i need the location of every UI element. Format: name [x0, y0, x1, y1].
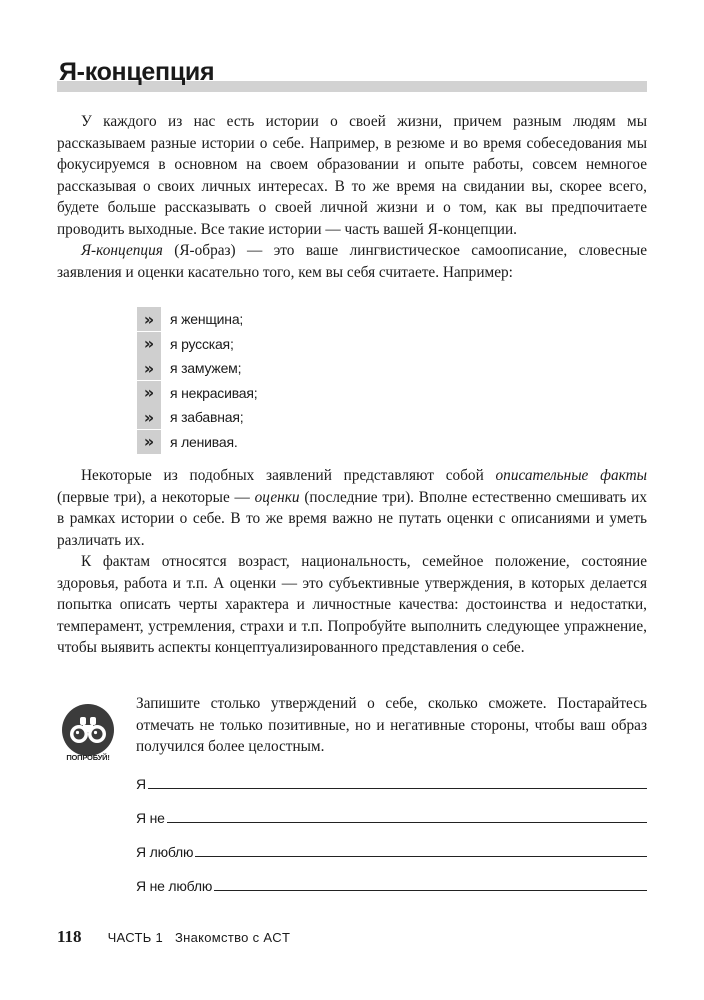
bullet-item — [137, 356, 437, 380]
bullet-text: я русская; — [170, 335, 234, 352]
double-chevron-icon: » — [137, 430, 161, 454]
fill-in-prompt: Я люблю — [136, 844, 194, 860]
paragraph-2-rest: (Я-образ) — это ваше лингвистическое самоописание, словесные заявления и оценки касательно того, кем вы себя считаете. Например: — [57, 242, 647, 281]
bullet-text: я женщина; — [170, 311, 244, 327]
double-chevron-icon: » — [137, 356, 161, 380]
term-self-concept: Я-концепция — [81, 242, 163, 259]
exercise-instructions: Запишите столько утверждений о себе, сколько сможете. Постарайтесь отмечать не только позитивные, но и негативные стороны, чтобы ваш образ получился более целостным. — [136, 695, 647, 755]
term-descriptive-facts: описательные факты — [495, 467, 647, 484]
fill-in-rule — [167, 822, 647, 823]
bullet-list — [137, 307, 437, 454]
fill-in-prompt: Я — [136, 776, 146, 792]
body-text-top — [57, 111, 647, 283]
fill-in-prompt: Я не люблю — [136, 878, 213, 894]
double-chevron-icon: » — [137, 405, 161, 429]
double-chevron-icon: » — [137, 307, 161, 331]
paragraph-1: У каждого из нас есть истории о своей жизни, причем разным людям мы рассказываем разные истории о себе. Например, в резюме и во время собеседования мы фокусируемся в основном на своем образовании и опыте работы, совсем немногое рассказывая о своих личных интересах. В то же время на свидании вы, скорее всего, будете больше рассказывать о своей личной жизни и о том, как вы предпочитаете проводить выходные. Все такие истории — часть вашей Я-концепции. — [57, 113, 647, 238]
fill-in-line[interactable] — [136, 804, 647, 826]
footer-part-label: ЧАСТЬ 1 — [107, 930, 163, 945]
double-chevron-icon: » — [137, 381, 161, 405]
bullet-item — [137, 405, 437, 429]
double-chevron-icon: » — [137, 332, 161, 356]
bullet-item — [137, 307, 437, 331]
fill-in-prompt: Я не — [136, 810, 165, 826]
bullet-item — [137, 332, 437, 356]
try-it-label: ПОПРОБУЙ! — [66, 753, 110, 762]
paragraph-3-part-c: (последние три). Вполне естественно смешивать их в рамках истории о себе. В то же время важно не путать оценки с описаниями и уметь различать их. — [57, 488, 648, 549]
body-text-bottom — [57, 465, 647, 659]
bullet-item — [137, 430, 437, 454]
page-footer — [57, 927, 290, 947]
bullet-text: я некрасивая; — [170, 384, 258, 401]
bullet-text: я забавная; — [170, 409, 244, 425]
fill-in-rule — [195, 856, 647, 857]
section-heading — [57, 56, 647, 94]
fill-in-rule — [148, 788, 647, 789]
fill-in-line[interactable] — [136, 872, 647, 894]
bullet-text: я замужем; — [170, 360, 242, 376]
paragraph-3 — [57, 465, 647, 551]
section-title: Я-концепция — [59, 58, 215, 86]
bullet-item — [137, 381, 437, 405]
fill-in-rule — [214, 890, 647, 891]
paragraph-2 — [57, 240, 647, 283]
paragraph-3-part-a: Некоторые из подобных заявлений представляют собой — [81, 467, 496, 484]
fill-in-line[interactable] — [136, 838, 647, 860]
term-evaluations: оценки — [254, 488, 300, 506]
fill-in-line[interactable] — [136, 770, 647, 792]
paragraph-4: К фактам относятся возраст, национальность, семейное положение, состояние здоровья, работа и т.п. А оценки — это субъективные утверждения, в которых делается попытка описать черты характера и личностные качества: достоинства и недостатки, темперамент, устремления, страхи и т.п. Попробуйте выполнить следующее упражнение, чтобы выявить аспекты концептуализированного представления о себе. — [57, 553, 647, 656]
footer-chapter-title: Знакомство с ACT — [174, 930, 291, 945]
paragraph-3-part-b: (первые три), а некоторые — — [57, 488, 255, 506]
bullet-text: я ленивая. — [170, 433, 238, 450]
page-number: 118 — [57, 927, 82, 946]
